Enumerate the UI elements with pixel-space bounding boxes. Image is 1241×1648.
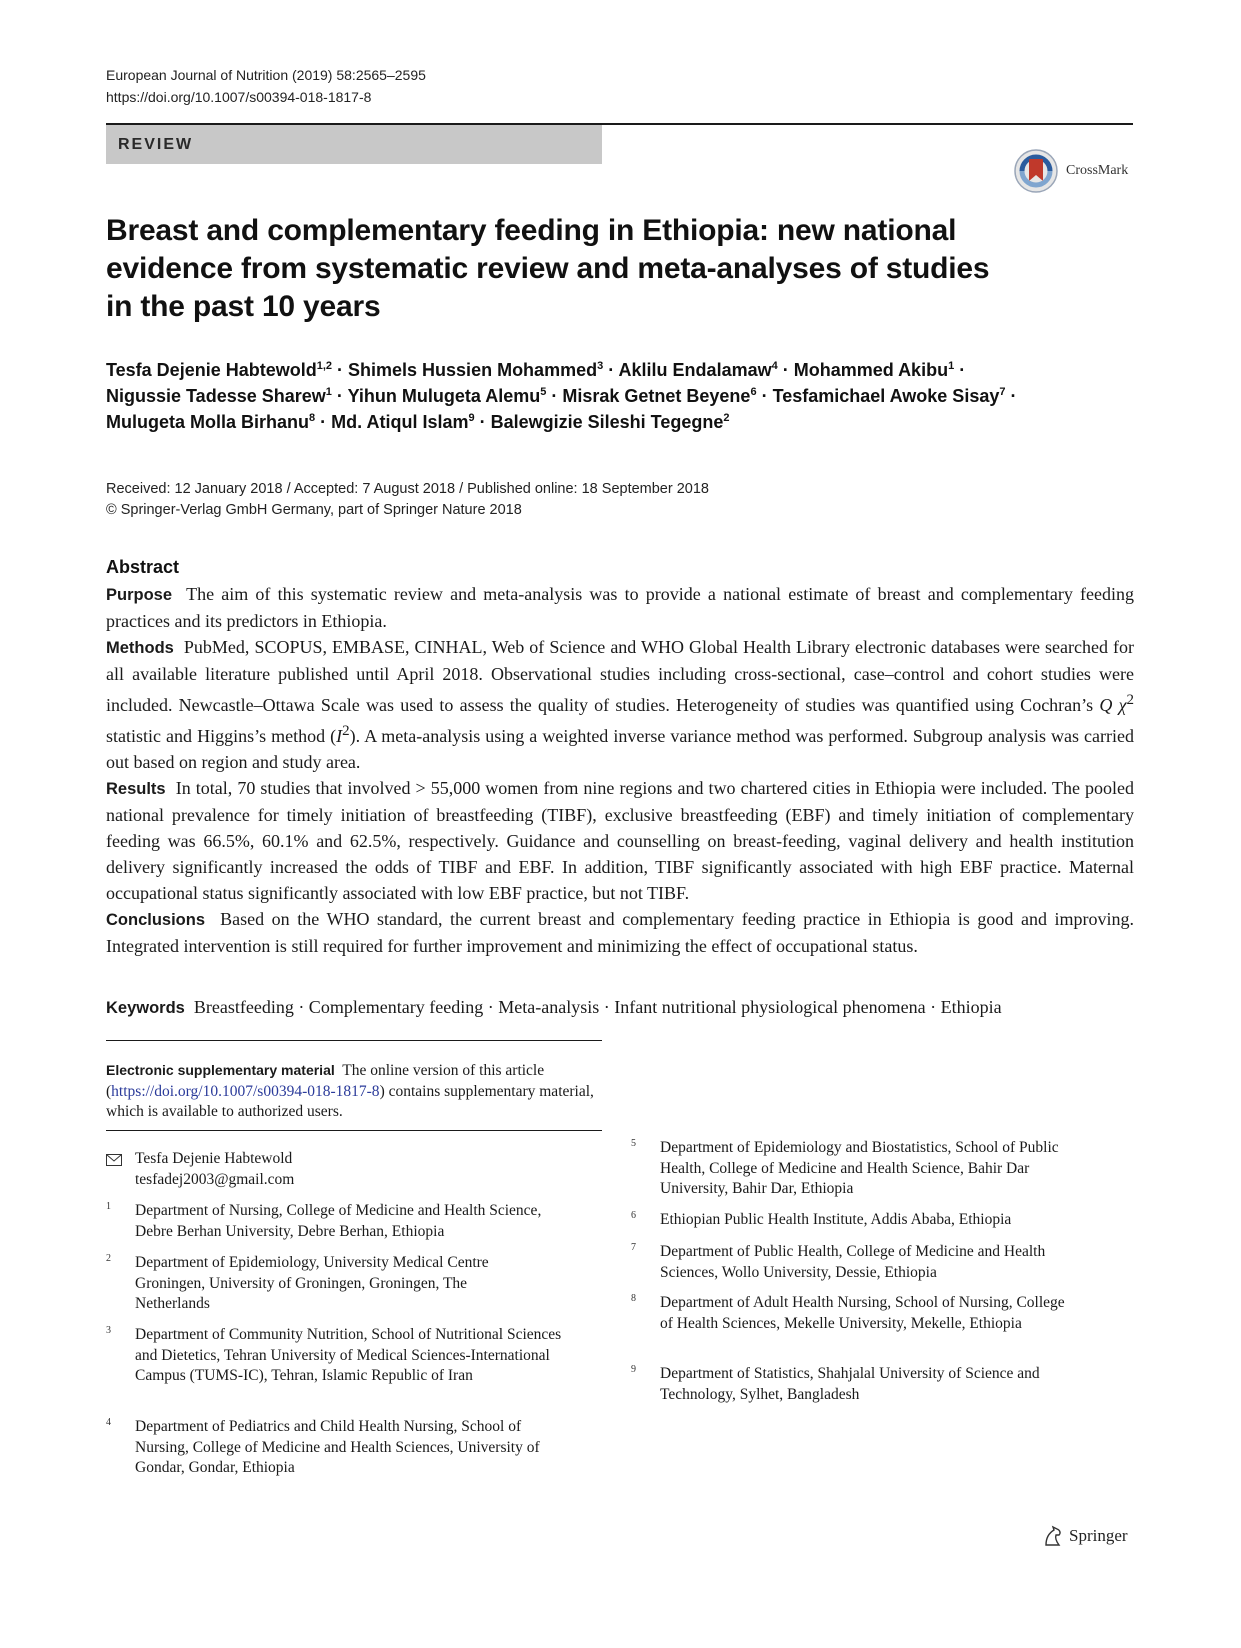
author-name[interactable]: Tesfamichael Awoke Sisay xyxy=(772,386,1000,406)
footnote-rule xyxy=(106,1130,602,1131)
author-affiliation: 6 xyxy=(750,386,757,398)
author-affiliation: 1,2 xyxy=(316,360,333,372)
affiliation-text: Department of Epidemiology and Biostatistics, School of Public Health, College of Medicine and Health Science, Bahir Dar University, Bahir Dar, Ethiopia xyxy=(660,1139,1059,1197)
author-name[interactable]: Mohammed Akibu xyxy=(793,360,949,380)
springer-horse-icon xyxy=(1041,1524,1065,1548)
author-list: Tesfa Dejenie Habtewold$^{1,2}$ · Shimels Hussien Mohammed$^3$ · Aklilu Endalamaw$^4$ · Mohammed Akibu$^1$ · Nigussie Tadesse Sharew$^1$ · Yihun Mulugeta Alemu$^5$ · Misrak Getnet Beyene$^6$ · Tesfamichael Awoke Sisay$^7$ · Mulugeta Molla Birhanu$^8$ · Md. Atiqul Islam$^9$ · Balewgizie Sileshi Tegegne$^2$ xyxy=(106,360,1017,432)
abstract-body xyxy=(106,581,1134,959)
affiliation-number: 3 xyxy=(106,1325,111,1336)
methods-label: Methods xyxy=(106,639,174,657)
affiliation-number: 4 xyxy=(106,1417,111,1428)
author-affiliation: 1 xyxy=(948,360,955,372)
keywords-label: Keywords xyxy=(106,999,185,1017)
publisher-name: Springer xyxy=(1069,1526,1128,1545)
results-text: In total, 70 studies that involved > 55,000 women from nine regions and two chartered cities in Ethiopia were included. The pooled national prevalence for timely initiation of breastfeeding (TIBF), exclusive breastfeeding (EBF) and timely initiation of complementary feeding was 66.5%, 60.1% and 62.5%, respectively. Guidance and counselling on breast-feeding, vaginal delivery and health institution delivery significantly increased the odds of TIBF and EBF. In addition, TIBF significantly associated with high EBF practice. Maternal occupational status significantly associated with low EBF practice, but not TIBF. xyxy=(106,778,1135,903)
esm-link[interactable]: https://doi.org/10.1007/s00394-018-1817-8 xyxy=(111,1082,380,1100)
author-name[interactable]: Balewgizie Sileshi Tegegne xyxy=(490,412,724,432)
article-doi[interactable]: https://doi.org/10.1007/s00394-018-1817-8 xyxy=(106,89,372,105)
affiliation-text: Department of Adult Health Nursing, School of Nursing, College of Health Sciences, Mekelle University, Mekelle, Ethiopia xyxy=(660,1294,1065,1332)
keywords-text: Breastfeeding · Complementary feeding · Meta-analysis · Infant nutritional physiological phenomena · Ethiopia xyxy=(193,997,1002,1017)
purpose-label: Purpose xyxy=(106,586,173,604)
author-name[interactable]: Md. Atiqul Islam xyxy=(331,412,469,432)
author-affiliation: 8 xyxy=(309,412,316,424)
corresponding-author xyxy=(135,1149,294,1190)
affiliation-text: Department of Epidemiology, University Medical Centre Groningen, University of Groningen, Groningen, The Netherlands xyxy=(135,1254,489,1312)
title-line: evidence from systematic review and meta-analyses of studies xyxy=(106,252,990,285)
author-affiliation: 5 xyxy=(540,386,547,398)
author-name[interactable]: Shimels Hussien Mohammed xyxy=(348,360,598,380)
affiliation-number: 7 xyxy=(631,1242,636,1253)
abstract-results xyxy=(106,775,1134,906)
publication-dates xyxy=(106,479,709,521)
supplementary-note xyxy=(106,1060,606,1123)
section-label: REVIEW xyxy=(106,125,602,164)
abstract-purpose xyxy=(106,581,1134,634)
author-name[interactable]: Misrak Getnet Beyene xyxy=(562,386,751,406)
author-affiliation: 1 xyxy=(325,386,332,398)
affiliation-number: 6 xyxy=(631,1210,636,1221)
title-line: Breast and complementary feeding in Ethiopia: new national xyxy=(106,214,957,247)
author-name[interactable]: Yihun Mulugeta Alemu xyxy=(347,386,541,406)
abstract-heading: Abstract xyxy=(106,557,180,577)
author-affiliation: 9 xyxy=(468,412,475,424)
methods-text: ). A meta-analysis using a weighted inverse variance method was performed. Subgroup analysis was carried out based on region and study area. xyxy=(106,726,1134,772)
esm-text: ) contains supplementary material, which is available to authorized users. xyxy=(106,1082,594,1120)
keywords xyxy=(106,997,1002,1018)
corresponding-name: Tesfa Dejenie Habtewold xyxy=(135,1150,293,1167)
title-line: in the past 10 years xyxy=(106,290,381,323)
copyright: © Springer-Verlag GmbH Germany, part of Springer Nature 2018 xyxy=(106,502,522,518)
crossmark-label[interactable]: CrossMark xyxy=(1066,163,1129,178)
abstract-conclusions xyxy=(106,906,1134,959)
affiliation-number: 2 xyxy=(106,1253,111,1264)
methods-text: statistic and Higgins’s method ( xyxy=(106,726,337,746)
esm-text: The online version of this article ( xyxy=(106,1062,545,1100)
author-affiliation: 7 xyxy=(999,386,1006,398)
affiliation-text: Department of Nursing, College of Medicine and Health Science, Debre Berhan University, Debre Berhan, Ethiopia xyxy=(135,1202,542,1240)
author-affiliation: 2 xyxy=(723,412,730,424)
envelope-icon xyxy=(106,1154,122,1166)
article-title xyxy=(106,212,1006,326)
journal-citation: European Journal of Nutrition (2019) 58:2565–2595 xyxy=(106,67,426,83)
purpose-text: The aim of this systematic review and meta-analysis was to provide a national estimate of breast and complementary feeding practices and its predictors in Ethiopia. xyxy=(106,584,1134,631)
author-affiliation: 4 xyxy=(771,360,778,372)
author-name[interactable]: Aklilu Endalamaw xyxy=(618,360,772,380)
author-affiliation: 3 xyxy=(597,360,604,372)
methods-i-statistic: I xyxy=(336,726,343,746)
author-name[interactable]: Tesfa Dejenie Habtewold xyxy=(106,360,317,380)
date-history: Received: 12 January 2018 / Accepted: 7 August 2018 / Published online: 18 September 2018 xyxy=(106,481,709,497)
affiliation-text: Ethiopian Public Health Institute, Addis Ababa, Ethiopia xyxy=(660,1211,1012,1228)
affiliation-text: Department of Statistics, Shahjalal University of Science and Technology, Sylhet, Bangladesh xyxy=(660,1365,1040,1403)
author-name[interactable]: Nigussie Tadesse Sharew xyxy=(106,386,326,406)
results-label: Results xyxy=(106,780,166,798)
conclusions-label: Conclusions xyxy=(106,911,206,929)
affiliation-text: Department of Public Health, College of Medicine and Health Sciences, Wollo University, Dessie, Ethiopia xyxy=(660,1243,1046,1281)
methods-q-statistic: Q χ xyxy=(1099,695,1127,715)
methods-text: PubMed, SCOPUS, EMBASE, CINHAL, Web of Science and WHO Global Health Library electronic databases were searched for all available literature published until April 2018. Observational studies including cross-sectional, case–control and cohort studies were included. Newcastle–Ottawa Scale was used to assess the quality of studies. Heterogeneity of studies was quantified using Cochran’s xyxy=(106,637,1135,715)
corresponding-email[interactable]: tesfadej2003@gmail.com xyxy=(135,1170,295,1188)
affiliation-number: 5 xyxy=(631,1138,636,1149)
footnote-rule xyxy=(106,1040,602,1041)
methods-i-superscript: 2 xyxy=(342,723,350,739)
esm-label: Electronic supplementary material xyxy=(106,1062,335,1078)
affiliation-number: 1 xyxy=(106,1201,111,1212)
methods-q-superscript: 2 xyxy=(1126,692,1134,708)
affiliation-text: Department of Pediatrics and Child Health Nursing, School of Nursing, College of Medicine and Health Sciences, University of Gondar, Gondar, Ethiopia xyxy=(135,1418,540,1476)
affiliation-number: 9 xyxy=(631,1364,636,1375)
author-name[interactable]: Mulugeta Molla Birhanu xyxy=(106,412,310,432)
affiliation-number: 8 xyxy=(631,1293,636,1304)
affiliation-text: Department of Community Nutrition, School of Nutritional Sciences and Dietetics, Tehran University of Medical Sciences-International Campus (TUMS-IC), Tehran, Islamic Republic of Iran xyxy=(135,1326,562,1384)
conclusions-text: Based on the WHO standard, the current breast and complementary feeding practice in Ethiopia is good and improving. Integrated intervention is still required for further improvement and minimizing the effect of occupational status. xyxy=(106,909,1134,956)
abstract-methods xyxy=(106,634,1134,775)
